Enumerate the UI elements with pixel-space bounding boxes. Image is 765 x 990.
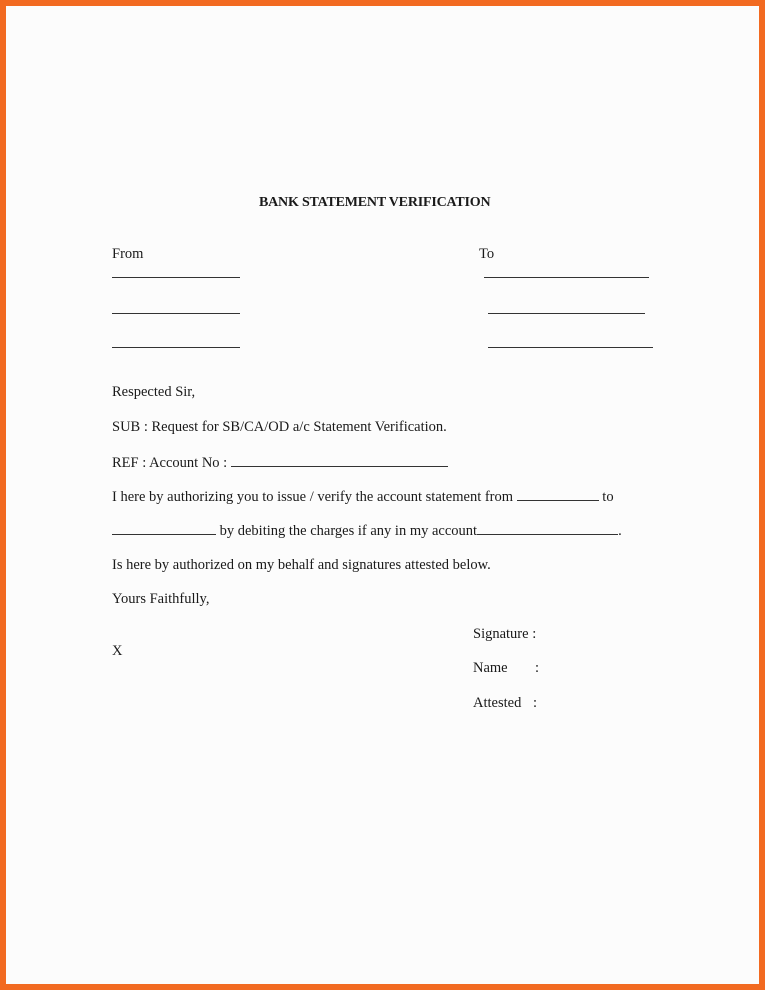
from-date-blank[interactable] [517, 489, 599, 501]
body-line-2-period: . [618, 523, 622, 539]
account-number-blank[interactable] [231, 455, 448, 467]
signature-mark: X [112, 643, 123, 659]
from-line-3[interactable] [112, 347, 240, 348]
account-blank[interactable] [477, 523, 618, 535]
signature-label: Signature : [473, 626, 537, 642]
to-line-3[interactable] [488, 347, 653, 348]
salutation: Respected Sir, [112, 384, 196, 400]
closing: Yours Faithfully, [112, 591, 210, 607]
to-line-2[interactable] [488, 313, 645, 314]
to-line-1[interactable] [484, 277, 649, 278]
subject-line: SUB : Request for SB/CA/OD a/c Statement Verification. [112, 419, 447, 435]
attested-colon: : [533, 695, 538, 711]
attested-label: Attested [473, 695, 522, 711]
body-line-1 [112, 489, 614, 505]
from-line-1[interactable] [112, 277, 240, 278]
to-date-blank[interactable] [112, 523, 216, 535]
from-line-2[interactable] [112, 313, 240, 314]
body-line-1-to: to [602, 489, 614, 505]
reference-line [112, 455, 448, 471]
body-line-1-text: I here by authorizing you to issue / verify the account statement from [112, 489, 514, 505]
from-label: From [112, 246, 144, 262]
to-label: To [479, 246, 495, 262]
name-label: Name [473, 660, 508, 676]
name-colon: : [535, 660, 540, 676]
body-line-2-text: by debiting the charges if any in my account [219, 523, 478, 539]
body-line-2 [112, 523, 622, 539]
body-line-3: Is here by authorized on my behalf and signatures attested below. [112, 557, 491, 573]
document-title: BANK STATEMENT VERIFICATION [259, 195, 491, 210]
reference-label: REF : Account No : [112, 455, 228, 471]
